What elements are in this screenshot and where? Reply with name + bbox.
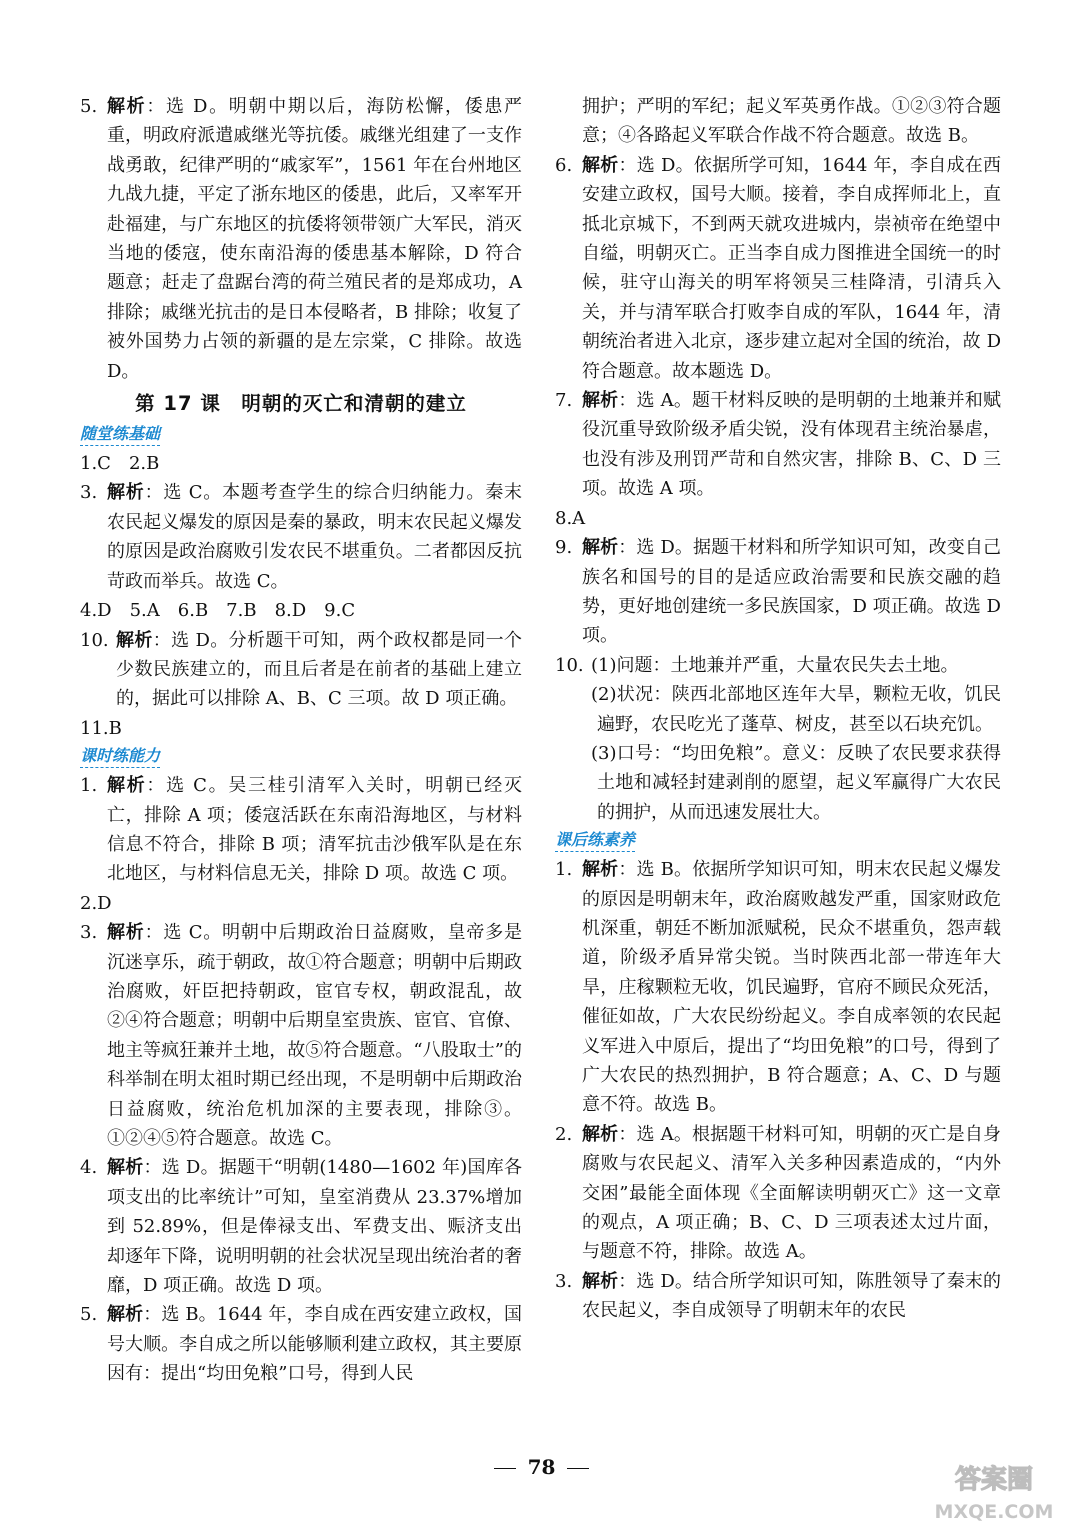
analysis-label: 解析	[582, 1270, 619, 1292]
answer-item	[555, 386, 1001, 504]
analysis-label: 解析	[107, 1157, 144, 1179]
item-body	[582, 1267, 1001, 1326]
analysis-text: ：选 A。根据题干材料可知，明朝的灭亡是自身腐败与农民起义、清军入关多种因素造成的，“内外交困”最能全面体现《全面解读明朝灭亡》这一文章的观点，A 项正确；B、C、D 三项表述太过片面，与题意不符，排除。故选 A。	[582, 1123, 1002, 1263]
answer-item	[80, 1153, 522, 1300]
section-heading: 课后练素养	[555, 829, 635, 852]
analysis-label: 解析	[107, 1304, 144, 1326]
answer-item	[555, 855, 1001, 1120]
answer-item	[555, 151, 1001, 386]
item-body	[582, 855, 1001, 1120]
analysis-text: ：选 A。题干材料反映的是明朝的土地兼并和赋役沉重导致阶级矛盾尖锐，没有体现君主统治暴虐，也没有涉及刑罚严苛和自然灾害，排除 B、C、D 三项。故选 A 项。	[582, 390, 1002, 500]
sub-answer: (3)口号：“均田免粮”。意义：反映了农民要求获得土地和减轻封建剥削的愿望，起义军赢得广大农民的拥护，从而迅速发展壮大。	[591, 742, 1001, 823]
analysis-label: 解析	[107, 922, 145, 944]
analysis-label: 解析	[582, 390, 619, 412]
answer-item	[80, 92, 522, 386]
right-column	[555, 92, 1001, 1326]
analysis-label: 解析	[116, 629, 153, 651]
item-body	[116, 626, 522, 714]
analysis-label: 解析	[582, 859, 619, 881]
analysis-text: ：选 C。明朝中后期政治日益腐败，皇帝多是沉迷享乐，疏于朝政，故①符合题意；明朝中后期政治腐败，奸臣把持朝政，宦官专权，朝政混乱，故②④符合题意；明朝中后期皇室贵族、宦官、官僚、地主等疯狂兼并土地，故⑤符合题意。“八股取士”的科举制在明太祖时期已经出现，不是明朝中后期政治日益腐败，统治危机加深的主要表现，排除③。①②④⑤符合题意。故选 C。	[107, 922, 522, 1149]
analysis-text: ：选 D。据题干材料和所学知识可知，改变自己族名和国号的目的是适应政治需要和民族交融的趋势，更好地创建统一多民族国家，D 项正确。故选 D 项。	[582, 537, 1001, 647]
short-answers: 2.D	[80, 892, 112, 914]
item-body	[582, 533, 1001, 651]
section-heading: 课时练能力	[80, 745, 160, 768]
analysis-text: ：选 D。结合所学知识可知，陈胜领导了秦末的农民起义，李自成领导了明朝末年的农民	[582, 1270, 1001, 1322]
section-heading-row	[80, 421, 522, 449]
watermark-logo	[928, 1460, 1060, 1526]
page-number-dash-left	[494, 1468, 516, 1469]
lesson-title: 第 17 课 明朝的灭亡和清朝的建立	[135, 392, 467, 416]
section-heading-row	[80, 743, 522, 771]
item-number: 4.	[80, 1157, 98, 1179]
continued-text: 拥护；严明的军纪；起义军英勇作战。①②③符合题意；④各路起义军联合作战不符合题意。故选 B。	[582, 96, 1001, 147]
item-body	[107, 92, 522, 386]
item-body	[107, 1300, 522, 1388]
analysis-text: ：选 D。分析题干可知，两个政权都是同一个少数民族建立的，而且后者是在前者的基础上建立的，据此可以排除 A、B、C 三项。故 D 项正确。	[116, 629, 523, 710]
item-number: 3.	[80, 922, 98, 944]
item-number: 1.	[80, 775, 98, 797]
analysis-text: ：选 D。依据所学可知，1644 年，李自成在西安建立政权，国号大顺。接着，李自成挥师北上，直抵北京城下，不到两天就攻进城内，崇祯帝在绝望中自缢，明朝灭亡。正当李自成力图推进全国统一的时候，驻守山海关的明军将领吴三桂降清，引清兵入关，并与清军联合打败李自成的军队，1644 年，清朝统治者进入北京，逐步建立起对全国的统治，故 D 符合题意。故本题选 D。	[582, 154, 1002, 382]
short-answers: 8.A	[555, 507, 586, 529]
answer-item	[80, 626, 522, 714]
analysis-text: ：选 B。依据所学知识可知，明末农民起义爆发的原因是明朝末年，政治腐败越发严重，国家财政危机深重，朝廷不断加派赋税，民众不堪重负，怨声载道，阶级矛盾异常尖锐。当时陕西北部一带连年大旱，庄稼颗粒无收，饥民遍野，官府不顾民众死活，催征如故，广大农民纷纷起义。李自成率领的农民起义军进入中原后，提出了“均田免粮”的口号，得到了广大农民的热烈拥护，B 符合题意；A、C、D 与题意不符。故选 B。	[582, 859, 1002, 1116]
item-number: 5.	[80, 1304, 98, 1326]
item-number: 2.	[555, 1123, 573, 1145]
short-answers: 11.B	[80, 717, 122, 739]
item-body	[582, 1120, 1001, 1267]
answer-item	[555, 1120, 1001, 1267]
item-number: 3.	[80, 482, 98, 504]
sub-answer: (1)问题：土地兼并严重，大量农民失去土地。	[591, 654, 959, 676]
analysis-label: 解析	[107, 96, 147, 117]
watermark-top-text: 答案圈	[954, 1465, 1034, 1495]
analysis-label: 解析	[582, 154, 619, 176]
analysis-label: 解析	[107, 482, 145, 504]
item-number: 1.	[555, 859, 573, 881]
answer-item	[80, 771, 522, 889]
answer-item	[80, 918, 522, 1153]
answer-item	[80, 1300, 522, 1388]
answer-item	[555, 1267, 1001, 1326]
analysis-label: 解析	[582, 537, 619, 559]
left-column	[80, 92, 522, 1389]
analysis-label: 解析	[107, 775, 147, 797]
analysis-label: 解析	[582, 1123, 619, 1145]
answer-item	[80, 478, 522, 596]
analysis-text: ：选 B。1644 年，李自成在西安建立政权，国号大顺。李自成之所以能够顺利建立政权，其主要原因有：提出“均田免粮”口号，得到人民	[107, 1304, 523, 1385]
item-body	[107, 771, 522, 889]
analysis-text: ：选 C。本题考查学生的综合归纳能力。秦末农民起义爆发的原因是秦的暴政，明末农民起义爆发的原因是政治腐败引发农民不堪重负。二者都因反抗苛政而举兵。故选 C。	[107, 482, 522, 592]
analysis-text: ：选 D。据题干“明朝(1480—1602 年)国库各项支出的比率统计”可知，皇室消费从 23.37%增加到 52.89%，但是俸禄支出、军费支出、赈济支出却逐年下降，说明明朝的社会状况呈现出统治者的奢靡，D 项正确。故选 D 项。	[107, 1157, 523, 1297]
item-body	[582, 386, 1001, 504]
item-number: 9.	[555, 537, 573, 559]
item-body	[591, 651, 1001, 827]
section-heading: 随堂练基础	[80, 423, 160, 446]
answer-item	[555, 533, 1001, 651]
page-number-dash-right	[567, 1468, 589, 1469]
section-heading-row	[555, 827, 1001, 855]
short-answers: 4.D 5.A 6.B 7.B 8.D 9.C	[80, 600, 356, 622]
analysis-text: ：选 C。吴三桂引清军入关时，明朝已经灭亡，排除 A 项；倭寇活跃在东南沿海地区，与材料信息不符合，排除 B 项；清军抗击沙俄军队是在东北地区，与材料信息无关，排除 D 项。故选 C 项。	[107, 775, 523, 885]
item-body	[107, 478, 522, 596]
item-number: 6.	[555, 154, 573, 176]
page-number-value: 78	[527, 1455, 556, 1479]
analysis-text: ：选 D。明朝中期以后，海防松懈，倭患严重，明政府派遣戚继光等抗倭。戚继光组建了一支作战勇敢，纪律严明的“戚家军”，1561 年在台州地区九战九捷，平定了浙东地区的倭患，此后，又率军开赴福建，与广东地区的抗倭将领带领广大军民，消灭当地的倭寇，使东南沿海的倭患基本解除，D 符合题意；赶走了盘踞台湾的荷兰殖民者的是郑成功，A 排除；戚继光抗击的是日本侵略者，B 排除；收复了被外国势力占领的新疆的是左宗棠，C 排除。故选 D。	[107, 96, 523, 382]
item-number: 5.	[80, 96, 98, 117]
item-number: 10.	[80, 629, 109, 651]
answer-item	[555, 651, 1001, 827]
item-number: 3.	[555, 1270, 573, 1292]
item-body	[107, 918, 522, 1153]
sub-answer: (2)状况：陕西北部地区连年大旱，颗粒无收，饥民遍野，农民吃光了蓬草、树皮，甚至以石块充饥。	[591, 684, 1001, 735]
item-body	[582, 151, 1001, 386]
watermark-bottom-text: MXQE.COM	[934, 1501, 1054, 1523]
item-body	[107, 1153, 522, 1300]
item-number: 7.	[555, 390, 573, 412]
short-answers: 1.C 2.B	[80, 453, 160, 475]
page-number	[0, 1455, 1083, 1479]
item-number: 10.	[555, 654, 584, 676]
